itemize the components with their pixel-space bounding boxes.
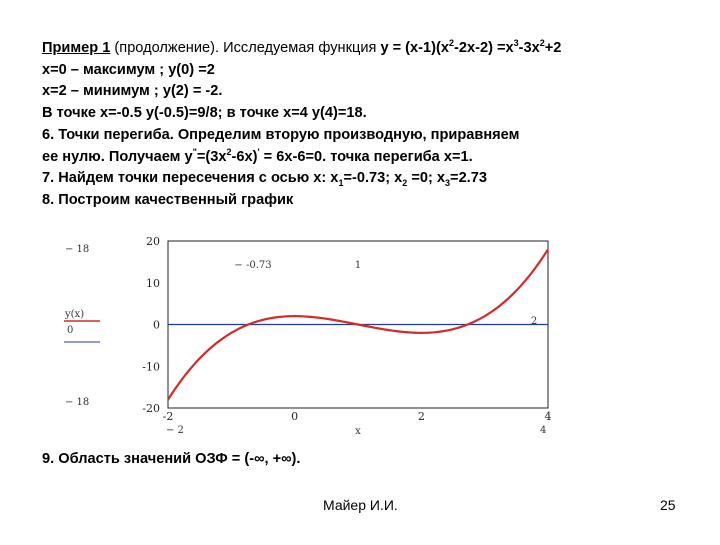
line-6-sup-1: " xyxy=(192,146,197,157)
x-tick-label-2: 2 xyxy=(417,410,425,423)
line-7-sub-2: 2 xyxy=(402,178,408,189)
line-1-part-e: -3х xyxy=(518,40,540,56)
line-1-part-d: -2х-2) =х xyxy=(454,40,514,56)
bottom-label-left: − 2 xyxy=(166,425,184,436)
label-root-1: − -0.73 xyxy=(234,260,272,271)
line-7-sub-3: 3 xyxy=(445,178,451,189)
section-9: 9. Область значений ОЗФ = (-∞, +∞). xyxy=(42,451,301,467)
y-tick-label-3: -10 xyxy=(142,360,160,374)
line-4: В точке х=-0.5 у(-0.5)=9/8; в точке х=4 у(4)=18. xyxy=(42,105,367,122)
left-label-top: − 18 xyxy=(65,244,90,255)
line-1-sup-d: 3 xyxy=(513,38,519,49)
x-tick-label-3: 4 xyxy=(544,410,552,423)
x-axis-label: x xyxy=(355,426,361,437)
label-root-3: 2 xyxy=(530,316,538,327)
label-inflection: 1 xyxy=(354,260,362,271)
y-tick-label-0: 20 xyxy=(146,235,160,248)
line-7-part-d: =2.73 xyxy=(450,170,487,187)
line-7-sub-1: 1 xyxy=(338,178,344,189)
line-1-part-c: у = (х-1)(х xyxy=(380,40,449,56)
line-7-part-b: =-0.73; х xyxy=(343,170,403,187)
page-number: 25 xyxy=(660,497,676,513)
line-7-part-a: 7. Найдем точки пересечения с осью х: х xyxy=(42,170,339,187)
line-6-sup-2: 2 xyxy=(226,146,232,157)
example-title: Пример 1 xyxy=(42,40,111,56)
line-6-part-d: = 6х-6=0. точка перегиба х=1. xyxy=(259,148,473,165)
line-5: 6. Точки перегиба. Определим вторую производную, приравняем xyxy=(42,126,520,143)
footer-author: Майер И.И. xyxy=(323,497,398,513)
left-label-bottom: − 18 xyxy=(65,397,90,408)
chart-marks xyxy=(64,235,552,437)
line-6-part-b: =(3х xyxy=(196,148,227,165)
line-6-part-a: ее нулю. Получаем у xyxy=(42,148,193,165)
y-tick-label-1: 10 xyxy=(146,276,160,290)
y-tick-label-4: -20 xyxy=(142,402,160,415)
line-7-part-c: =0; х xyxy=(407,170,446,187)
line-1-part-f: +2 xyxy=(544,40,562,56)
y-tick-label-2: 0 xyxy=(153,318,160,332)
line-8: 8. Построим качественный график xyxy=(42,191,294,208)
line-1-sup-c: 2 xyxy=(448,38,454,49)
line-6-sup-3: ' xyxy=(257,146,260,157)
x-tick-label-1: 0 xyxy=(291,410,299,423)
bottom-label-right: 4 xyxy=(540,425,547,436)
legend-zero-label: 0 xyxy=(67,325,74,336)
line-2: х=0 – максимум ; у(0) =2 xyxy=(42,61,215,78)
line-1-sup-e: 2 xyxy=(539,38,545,49)
line-3: х=2 – минимум ; у(2) = -2. xyxy=(42,83,223,100)
line-1-part-b: (продолжение). Исследуемая функция xyxy=(110,40,381,56)
legend-yx-label: y(x) xyxy=(65,309,85,320)
line-6-part-c: -6х) xyxy=(231,148,258,165)
x-tick-label-0: -2 xyxy=(162,410,174,423)
